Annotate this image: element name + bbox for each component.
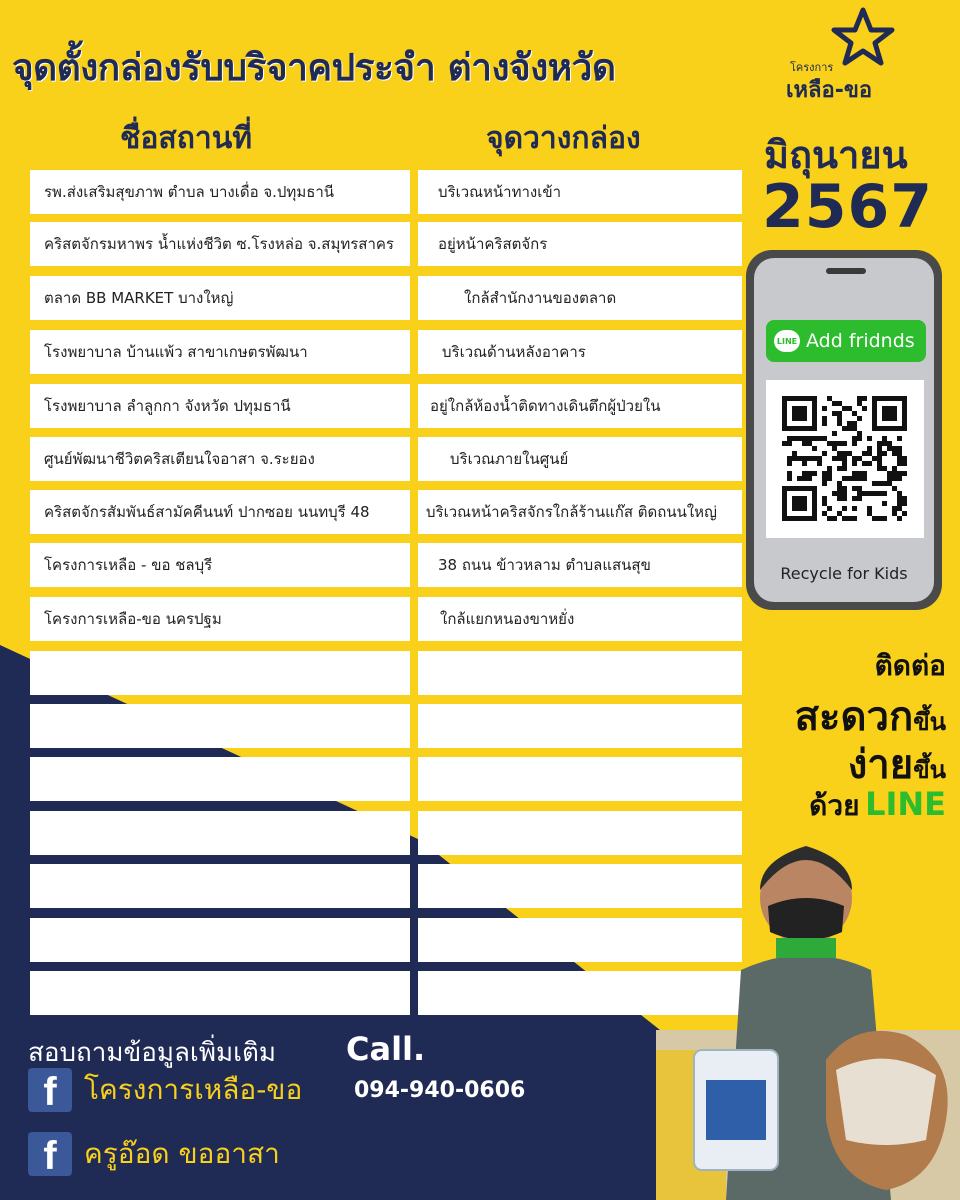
table-row-place-cell — [418, 757, 742, 801]
line-qr-code[interactable] — [766, 380, 924, 538]
volunteer-photo — [656, 820, 960, 1200]
table-row-name-cell: คริสตจักรมหาพร น้ำแห่งชีวิต ซ.โรงหล่อ จ.สมุทรสาคร — [30, 222, 410, 266]
column-header-place: จุดวางกล่อง — [486, 121, 641, 156]
table-row-name-cell: ตลาด BB MARKET บางใหญ่ — [30, 276, 410, 320]
page-title: จุดตั้งกล่องรับบริจาคประจำ ต่างจังหวัด — [12, 46, 616, 89]
table-row-place-cell — [418, 651, 742, 695]
table-row-name-cell: โรงพยาบาล บ้านแพ้ว สาขาเกษตรพัฒนา — [30, 330, 410, 374]
call-label: Call. — [346, 1030, 426, 1068]
table-row-place-cell: อยู่ใกล้ห้องน้ำติดทางเดินตึกผู้ป่วยใน — [418, 384, 742, 428]
table-row-name-cell — [30, 864, 410, 908]
more-info-label: สอบถามข้อมูลเพิ่มเติม — [28, 1038, 277, 1068]
facebook-label-project: โครงการเหลือ-ขอ — [84, 1073, 303, 1106]
facebook-link-project[interactable] — [28, 1068, 302, 1112]
promo-easy-big: ง่าย — [847, 742, 914, 788]
table-row-name-cell: รพ.ส่งเสริมสุขภาพ ตำบล บางเดื่อ จ.ปทุมธานี — [30, 170, 410, 214]
promo-easy-small: ขึ้น — [913, 756, 946, 784]
table-row-place-cell: บริเวณด้านหลังอาคาร — [418, 330, 742, 374]
star-logo-icon — [828, 6, 898, 66]
logo-big-text: เหลือ-ขอ — [786, 78, 873, 103]
logo-small-text: โครงการ — [790, 61, 834, 74]
phone-number[interactable]: 094-940-0606 — [354, 1078, 526, 1103]
facebook-link-kru-od[interactable] — [28, 1132, 280, 1176]
phone-mockup — [746, 250, 942, 610]
table-row-name-cell — [30, 651, 410, 695]
table-row-place-cell: บริเวณหน้าทางเข้า — [418, 170, 742, 214]
phone-speaker — [826, 268, 866, 274]
facebook-icon: f — [28, 1132, 72, 1176]
project-logo — [780, 6, 890, 103]
qr-code-icon — [766, 380, 924, 538]
table-row-name-cell: ศูนย์พัฒนาชีวิตคริสเตียนใจอาสา จ.ระยอง — [30, 437, 410, 481]
promo-contact: ติดต่อ — [874, 649, 946, 682]
qr-caption: Recycle for Kids — [780, 564, 908, 583]
table-row-name-cell — [30, 704, 410, 748]
table-row-name-cell — [30, 757, 410, 801]
year-label: 2567 — [762, 172, 933, 242]
table-row-name-cell: โครงการเหลือ - ขอ ชลบุรี — [30, 543, 410, 587]
table-row-name-cell — [30, 971, 410, 1015]
promo-with: ด้วย — [809, 789, 860, 822]
table-row-name-cell: โครงการเหลือ-ขอ นครปฐม — [30, 597, 410, 641]
line-add-friends-button[interactable] — [766, 320, 926, 362]
table-row-name-cell — [30, 918, 410, 962]
table-row-name-cell — [30, 811, 410, 855]
table-row-place-cell: บริเวณภายในศูนย์ — [418, 437, 742, 481]
table-row-place-cell — [418, 704, 742, 748]
promo-convenient-big: สะดวก — [794, 694, 914, 740]
table-row-place-cell: ใกล้สำนักงานของตลาด — [418, 276, 742, 320]
table-row-place-cell: ใกล้แยกหนองขาหยั่ง — [418, 597, 742, 641]
facebook-icon: f — [28, 1068, 72, 1112]
line-icon: LINE — [774, 330, 800, 352]
facebook-label-kru-od: ครูอ๊อด ขออาสา — [84, 1137, 280, 1170]
table-row-name-cell: คริสตจักรสัมพันธ์สามัคคีนนท์ ปากซอย นนทบุรี 48 — [30, 490, 410, 534]
phone-screen — [754, 258, 934, 602]
table-row-place-cell: อยู่หน้าคริสตจักร — [418, 222, 742, 266]
table-row-place-cell: 38 ถนน ข้าวหลาม ตำบลแสนสุข — [418, 543, 742, 587]
month-label: มิถุนายน — [764, 133, 908, 177]
table-row-name-cell: โรงพยาบาล ลำลูกกา จังหวัด ปทุมธานี — [30, 384, 410, 428]
column-header-name: ชื่อสถานที่ — [120, 121, 252, 156]
line-button-label: Add fridnds — [806, 330, 915, 352]
table-row-place-cell: บริเวณหน้าคริสจักรใกล้ร้านแก๊ส ติดถนนใหญ่ — [418, 490, 742, 534]
promo-convenient-small: ขึ้น — [913, 708, 946, 736]
promo-line-brand: LINE — [865, 785, 946, 823]
